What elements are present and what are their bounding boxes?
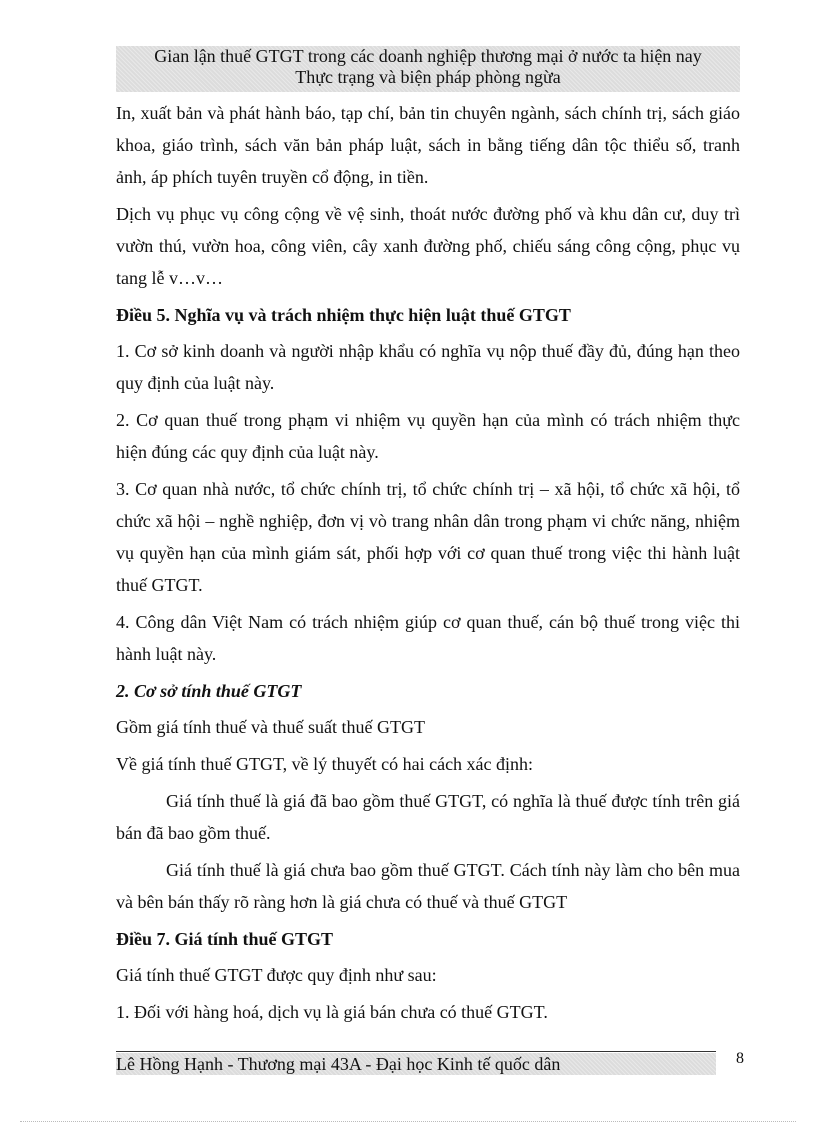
header-title-line1: Gian lận thuế GTGT trong các doanh nghiệp thương mại ở nước ta hiện nay (154, 46, 702, 66)
page-header (116, 46, 740, 92)
paragraph-clause-4: 4. Công dân Việt Nam có trách nhiệm giúp cơ quan thuế, cán bộ thuế trong việc thi hành luật này. (116, 612, 740, 664)
paragraph-method-2: Giá tính thuế là giá chưa bao gồm thuế GTGT. Cách tính này làm cho bên mua và bên bán thấy rõ ràng hơn là giá chưa có thuế và thuế GTGT (116, 860, 740, 912)
header-title-line2: Thực trạng và biện pháp phòng ngừa (295, 67, 561, 87)
paragraph-price-clause-1: 1. Đối với hàng hoá, dịch vụ là giá bán chưa có thuế GTGT. (116, 1002, 548, 1022)
paragraph-printing: In, xuất bản và phát hành báo, tạp chí, bản tin chuyên ngành, sách chính trị, sách giáo khoa, giáo trình, sách văn bản pháp luật, sách in bằng tiếng dân tộc thiểu số, tranh ảnh, áp phích tuyên truyền cổ động, in tiền. (116, 103, 740, 187)
document-body (116, 97, 740, 1033)
footer-divider (116, 1051, 716, 1052)
paragraph-clause-3: 3. Cơ quan nhà nước, tổ chức chính trị, tổ chức chính trị – xã hội, tổ chức xã hội, tổ chức xã hội – nghề nghiệp, đơn vị vò trang nhân dân trong phạm vi chức năng, nhiệm vụ quyền hạn của mình giám sát, phối hợp với cơ quan thuế trong việc thi hành luật thuế GTGT. (116, 479, 740, 595)
heading-article-5: Điều 5. Nghĩa vụ và trách nhiệm thực hiện luật thuế GTGT (116, 305, 571, 325)
paragraph-clause-1: 1. Cơ sở kinh doanh và người nhập khẩu có nghĩa vụ nộp thuế đầy đủ, đúng hạn theo quy định của luật này. (116, 341, 740, 393)
paragraph-public-services: Dịch vụ phục vụ công cộng về vệ sinh, thoát nước đường phố và khu dân cư, duy trì vườn thú, vườn hoa, công viên, cây xanh đường phố, chiếu sáng công cộng, phục vụ tang lễ v…v… (116, 204, 740, 288)
heading-tax-basis: 2. Cơ sở tính thuế GTGT (116, 681, 302, 701)
page-footer: Lê Hồng Hạnh - Thương mại 43A - Đại học Kinh tế quốc dân (116, 1053, 716, 1075)
paragraph-tax-basis: Gồm giá tính thuế và thuế suất thuế GTGT (116, 717, 425, 737)
heading-article-7: Điều 7. Giá tính thuế GTGT (116, 929, 334, 949)
paragraph-clause-2: 2. Cơ quan thuế trong phạm vi nhiệm vụ quyền hạn của mình có trách nhiệm thực hiện đúng các quy định của luật này. (116, 410, 740, 462)
page-number: 8 (736, 1050, 744, 1067)
paragraph-two-methods: Về giá tính thuế GTGT, về lý thuyết có hai cách xác định: (116, 754, 534, 774)
paragraph-price-rule: Giá tính thuế GTGT được quy định như sau: (116, 965, 437, 985)
paragraph-method-1: Giá tính thuế là giá đã bao gồm thuế GTGT, có nghĩa là thuế được tính trên giá bán đã bao gồm thuế. (116, 791, 740, 843)
page-bottom-border (20, 1121, 796, 1122)
